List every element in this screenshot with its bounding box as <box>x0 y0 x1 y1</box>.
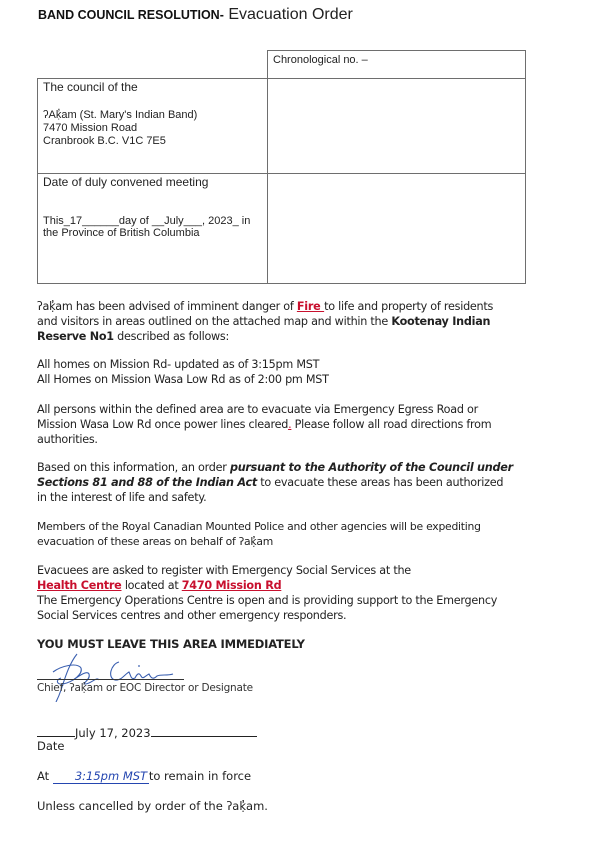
authority-paragraph <box>37 460 537 505</box>
reserve-name: Kootenay Indian <box>391 315 491 328</box>
meeting-date-value-cell <box>267 173 526 284</box>
signature-line <box>37 679 184 680</box>
edit-mark: . <box>288 418 292 431</box>
meeting-heading: Date of duly convened meeting <box>43 175 209 189</box>
authority-text: pursuant to the Authority of the Council under <box>229 461 513 474</box>
fire-hazard-label: Fire <box>296 300 325 313</box>
text-line: evacuation of these areas on behalf of ʔaḳ̓am <box>37 535 273 548</box>
text-line: Social Services centres and other emergency responders. <box>37 609 347 622</box>
text-line: Evacuees are asked to register with Emergency Social Services at the <box>37 564 411 577</box>
evacuation-route-paragraph <box>37 402 537 447</box>
address-line: 7470 Mission Road <box>43 122 138 134</box>
text-span: Please follow all road directions from <box>291 418 492 431</box>
health-centre-address: 7470 Mission Rd <box>181 579 282 592</box>
meeting-date <box>43 215 262 239</box>
danger-paragraph <box>37 299 537 344</box>
effective-time-line <box>37 769 251 784</box>
text-line: All persons within the defined area are to evacuate via Emergency Egress Road or <box>37 403 478 416</box>
chronological-label: Chronological no. – <box>273 54 368 66</box>
rcmp-paragraph <box>37 519 537 549</box>
signature-stroke <box>111 662 173 680</box>
health-centre-label: Health Centre <box>37 579 122 592</box>
signature-stroke <box>56 654 77 702</box>
cancellation-note: Unless cancelled by order of the ʔaḳ̓am. <box>37 799 268 813</box>
signature <box>47 650 187 702</box>
text-span: Mission Wasa Low Rd once power lines cleared <box>37 418 289 431</box>
authority-text: Sections 81 and 88 of the Indian Act <box>37 476 257 489</box>
must-leave-warning: YOU MUST LEAVE THIS AREA IMMEDIATELY <box>37 637 305 651</box>
affected-areas <box>37 357 537 387</box>
council-cell <box>37 78 268 174</box>
blank-underline <box>37 724 75 737</box>
area-item: All Homes on Mission Wasa Low Rd as of 2:00 pm MST <box>37 373 329 386</box>
text-line: authorities. <box>37 433 98 446</box>
council-address <box>43 109 262 148</box>
text-line: Members of the Royal Canadian Mounted Police and other agencies will be expediting <box>37 520 481 533</box>
meeting-date-cell <box>37 173 268 284</box>
blank-underline <box>151 724 257 737</box>
order-date-line <box>37 724 257 740</box>
text-span: described as follows: <box>113 330 230 343</box>
text-span: Based on this information, an order <box>37 461 230 474</box>
effective-time-value: 3:15pm MST <box>53 769 149 784</box>
at-label: At <box>37 769 53 783</box>
text-span: to life and property of residents <box>324 300 494 313</box>
meeting-date-line: This_17______day of __July___, 2023_ in <box>43 215 251 227</box>
text-line: The Emergency Operations Centre is open and is providing support to the Emergency <box>37 594 498 607</box>
area-item: All homes on Mission Rd- updated as of 3:15pm MST <box>37 358 320 371</box>
reserve-name: Reserve No1 <box>37 330 114 343</box>
address-line: ʔAḳ̓am (St. Mary's Indian Band) <box>43 109 198 121</box>
council-value-cell <box>267 78 526 174</box>
date-caption: Date <box>37 739 65 753</box>
signature-dot <box>138 665 140 667</box>
text-line: in the interest of life and safety. <box>37 491 207 504</box>
chronological-number-cell <box>267 50 526 79</box>
remain-text: to remain in force <box>148 769 252 783</box>
registration-paragraph <box>37 563 537 623</box>
order-date-value: July 17, 2023 <box>75 726 151 740</box>
meeting-date-line: the Province of British Columbia <box>43 227 200 239</box>
council-heading: The council of the <box>43 80 138 94</box>
title-bold: BAND COUNCIL RESOLUTION- <box>38 8 224 22</box>
text-span: and visitors in areas outlined on the attached map and within the <box>37 315 392 328</box>
document-title <box>38 6 353 24</box>
title-regular: Evacuation Order <box>223 6 353 23</box>
signature-caption: Chief, ʔaḳ̓am or EOC Director or Designate <box>37 682 253 694</box>
address-line: Cranbrook B.C. V1C 7E5 <box>43 135 166 147</box>
text-span: to evacuate these areas has been authorized <box>256 476 504 489</box>
text-span: located at <box>121 579 182 592</box>
text-span: ʔaḳ̓am has been advised of imminent danger of <box>37 300 297 313</box>
